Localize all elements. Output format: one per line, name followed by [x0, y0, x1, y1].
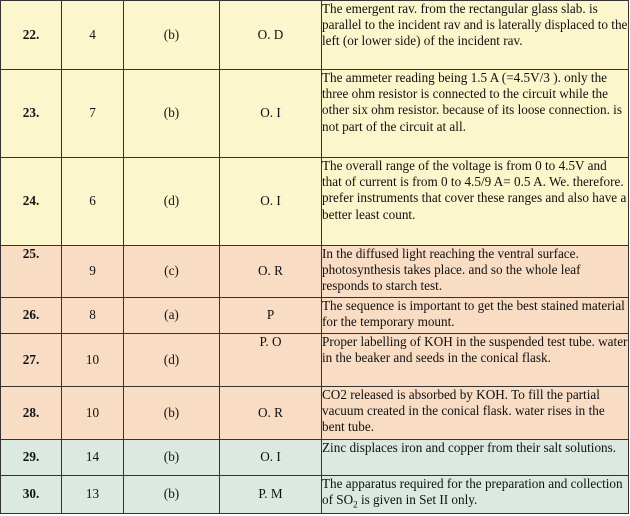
- answer-option: (b): [124, 70, 220, 158]
- marks-cell: 7: [62, 70, 124, 158]
- skill-code: O. I: [220, 70, 322, 158]
- explanation-cell: CO2 released is absorbed by KOH. To fill the partial vacuum created in the conical flask. water rises in the bent tube.: [322, 387, 629, 440]
- subscript-2: 2: [353, 499, 358, 510]
- marks-cell: 4: [62, 1, 124, 70]
- explanation-cell: In the diffused light reaching the ventral surface. photosynthesis takes place. and so the whole leaf responds to starch test.: [322, 246, 629, 298]
- skill-code: P. M: [220, 476, 322, 514]
- question-number: 29.: [1, 440, 62, 476]
- answer-option: (c): [124, 246, 220, 298]
- question-number: 28.: [1, 387, 62, 440]
- explanation-cell: [322, 476, 629, 514]
- table-row-25: [1, 246, 629, 298]
- explanation-cell: The emergent rav. from the rectangular glass slab. is parallel to the incident rav and is laterally displaced to the left (or lower side) of the incident rav.: [322, 1, 629, 70]
- table-row-27: [1, 334, 629, 387]
- table-row-29: [1, 440, 629, 476]
- question-number: 26.: [1, 298, 62, 334]
- explanation-text-end: is given in Set II only.: [357, 492, 478, 508]
- marks-cell: 9: [62, 246, 124, 298]
- marks-cell: 14: [62, 440, 124, 476]
- answer-option: (b): [124, 387, 220, 440]
- marks-cell: 6: [62, 158, 124, 246]
- skill-code: O. I: [220, 440, 322, 476]
- question-number: 27.: [1, 334, 62, 387]
- skill-code: O. R: [220, 387, 322, 440]
- skill-code: P: [220, 298, 322, 334]
- table-row-30: [1, 476, 629, 514]
- answer-option: (a): [124, 298, 220, 334]
- question-number: 24.: [1, 158, 62, 246]
- skill-code: O. D: [220, 1, 322, 70]
- skill-code: O. I: [220, 158, 322, 246]
- table-row-22: [1, 1, 629, 70]
- table-row-28: [1, 387, 629, 440]
- answer-option: (b): [124, 476, 220, 514]
- table-row-26: [1, 298, 629, 334]
- table-row-23: [1, 70, 629, 158]
- question-number: 30.: [1, 476, 62, 514]
- marks-cell: 10: [62, 387, 124, 440]
- explanation-cell: Proper labelling of KOH in the suspended test tube. water in the beaker and seeds in the conical flask.: [322, 334, 629, 387]
- explanation-cell: The overall range of the voltage is from 0 to 4.5V and that of current is from 0 to 4.5/9 A= 0.5 A. We. therefore. prefer instruments that cover these ranges and also have a better least count.: [322, 158, 629, 246]
- marks-cell: 10: [62, 334, 124, 387]
- explanation-cell: Zinc displaces iron and copper from their salt solutions.: [322, 440, 629, 476]
- skill-code: O. R: [220, 246, 322, 298]
- question-number: 25.: [1, 246, 62, 298]
- answer-option: (d): [124, 158, 220, 246]
- question-number: 23.: [1, 70, 62, 158]
- explanation-cell: The ammeter reading being 1.5 A (=4.5V/3 ). only the three ohm resistor is connected to the circuit while the other six ohm resistor. because of its loose connection. is not part of the circuit at all.: [322, 70, 629, 158]
- answer-option: (b): [124, 1, 220, 70]
- explanation-cell: The sequence is important to get the best stained material for the temporary mount.: [322, 298, 629, 334]
- answer-option: (b): [124, 440, 220, 476]
- question-number: 22.: [1, 1, 62, 70]
- answer-option: (d): [124, 334, 220, 387]
- explanation-text: The apparatus required for the preparation and collection of SO: [322, 476, 623, 508]
- table-row-24: [1, 158, 629, 246]
- marks-cell: 8: [62, 298, 124, 334]
- skill-code: P. O: [220, 334, 322, 387]
- marks-cell: 13: [62, 476, 124, 514]
